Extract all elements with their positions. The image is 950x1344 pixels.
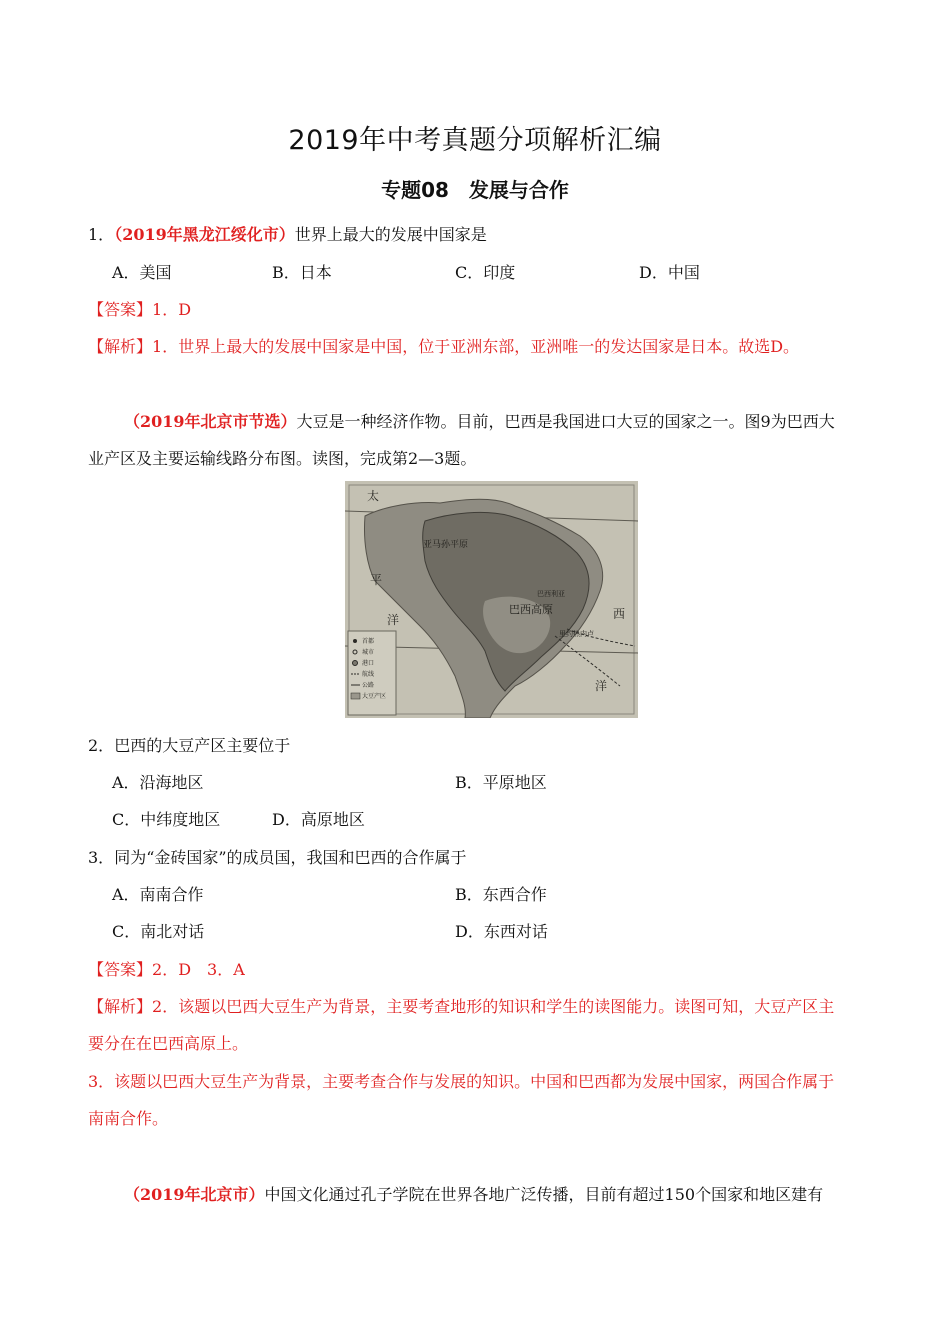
q1-option-c: C．印度 [455,263,516,282]
group2-analysis-3-line1: 3．该题以巴西大豆生产为背景，主要考查合作与发展的知识。中国和巴西都为发展中国家，两国合作属于 [88,1072,835,1091]
map-label-yang-west: 洋 [387,613,400,627]
legend-port: 港口 [362,660,375,667]
q3-option-d: D．东西对话 [455,922,548,941]
map-label-brazil-plateau: 巴西高原 [509,603,553,616]
map-label-amazon-plain: 亚马孙平原 [423,540,469,550]
q2-option-d: D．高原地区 [272,810,365,829]
q3-option-b: B．东西合作 [455,885,547,904]
question-source: （2019年黑龙江绥化市） [114,225,295,244]
answer-text: 1．D [152,300,192,319]
map-label-rio: 里约热内卢 [559,630,594,638]
group2-intro-line2: 业产区及主要运输线路分布图。读图，完成第2—3题。 [88,449,477,468]
question-number: 3． [88,848,115,867]
question-text: 世界上最大的发展中国家是 [294,225,487,244]
q1-analysis [88,334,799,357]
group2-analysis-2-line1 [88,994,834,1017]
q1-option-b: B．日本 [272,263,332,282]
question-text: 同为“金砖国家”的成员国，我国和巴西的合作属于 [114,848,467,867]
legend-city: 城市 [362,649,375,656]
answer-text: 2．D 3．A [152,960,245,979]
group2-analysis-3-line2: 南南合作。 [88,1109,169,1128]
q1-option-a: A．美国 [112,263,172,282]
group2-source: （2019年北京市节选） [124,412,297,431]
legend-soy: 大豆产区 [362,693,387,700]
map-legend [362,636,386,702]
map-label-ping: 平 [370,573,383,587]
answer-tag: 【答案】 [88,300,153,319]
page-title: 2019年中考真题分项解析汇编 [288,125,662,156]
question-text: 巴西的大豆产区主要位于 [114,736,291,755]
q2-option-a: A．沿海地区 [112,773,204,792]
brazil-map-image [345,481,638,718]
q2-option-c: C．中纬度地区 [112,810,221,829]
analysis-text: 1．世界上最大的发展中国家是中国，位于亚洲东部，亚洲唯一的发达国家是日本。故选D。 [152,337,800,356]
legend-capital: 首都 [362,638,375,645]
analysis-tag: 【解析】 [88,337,153,356]
map-label-tai: 太 [367,489,380,503]
q3-option-a: A．南南合作 [112,885,204,904]
map-label-xi: 西 [613,607,626,621]
q1-answer [88,297,191,320]
map-label-brasilia: 巴西利亚 [537,590,565,598]
answer-tag: 【答案】 [88,960,153,979]
analysis-tag: 【解析】 [88,997,153,1016]
question-2 [88,733,290,756]
group2-analysis-2-line2: 要分在在巴西高原上。 [88,1034,249,1053]
question-1 [88,222,487,245]
group3-intro [124,1182,823,1205]
question-number: 1． [88,225,115,244]
group3-intro-text: 中国文化通过孔子学院在世界各地广泛传播，目前有超过150个国家和地区建有 [264,1185,824,1204]
group3-source: （2019年北京市） [124,1185,265,1204]
group2-answer [88,957,245,980]
legend-road: 公路 [362,682,375,689]
q2-option-b: B．平原地区 [455,773,547,792]
q1-option-d: D．中国 [639,263,700,282]
question-3 [88,845,467,868]
legend-route: 航线 [362,671,375,678]
group2-intro-line1 [124,409,835,432]
analysis-text: 2．该题以巴西大豆生产为背景，主要考查地形的知识和学生的读图能力。读图可知，大豆产区主 [152,997,835,1016]
page-subtitle: 专题08 发展与合作 [381,178,569,202]
group2-intro-text: 大豆是一种经济作物。目前，巴西是我国进口大豆的国家之一。图9为巴西大 [296,412,835,431]
map-label-yang-east: 洋 [595,679,608,693]
question-number: 2． [88,736,115,755]
q3-option-c: C．南北对话 [112,922,205,941]
